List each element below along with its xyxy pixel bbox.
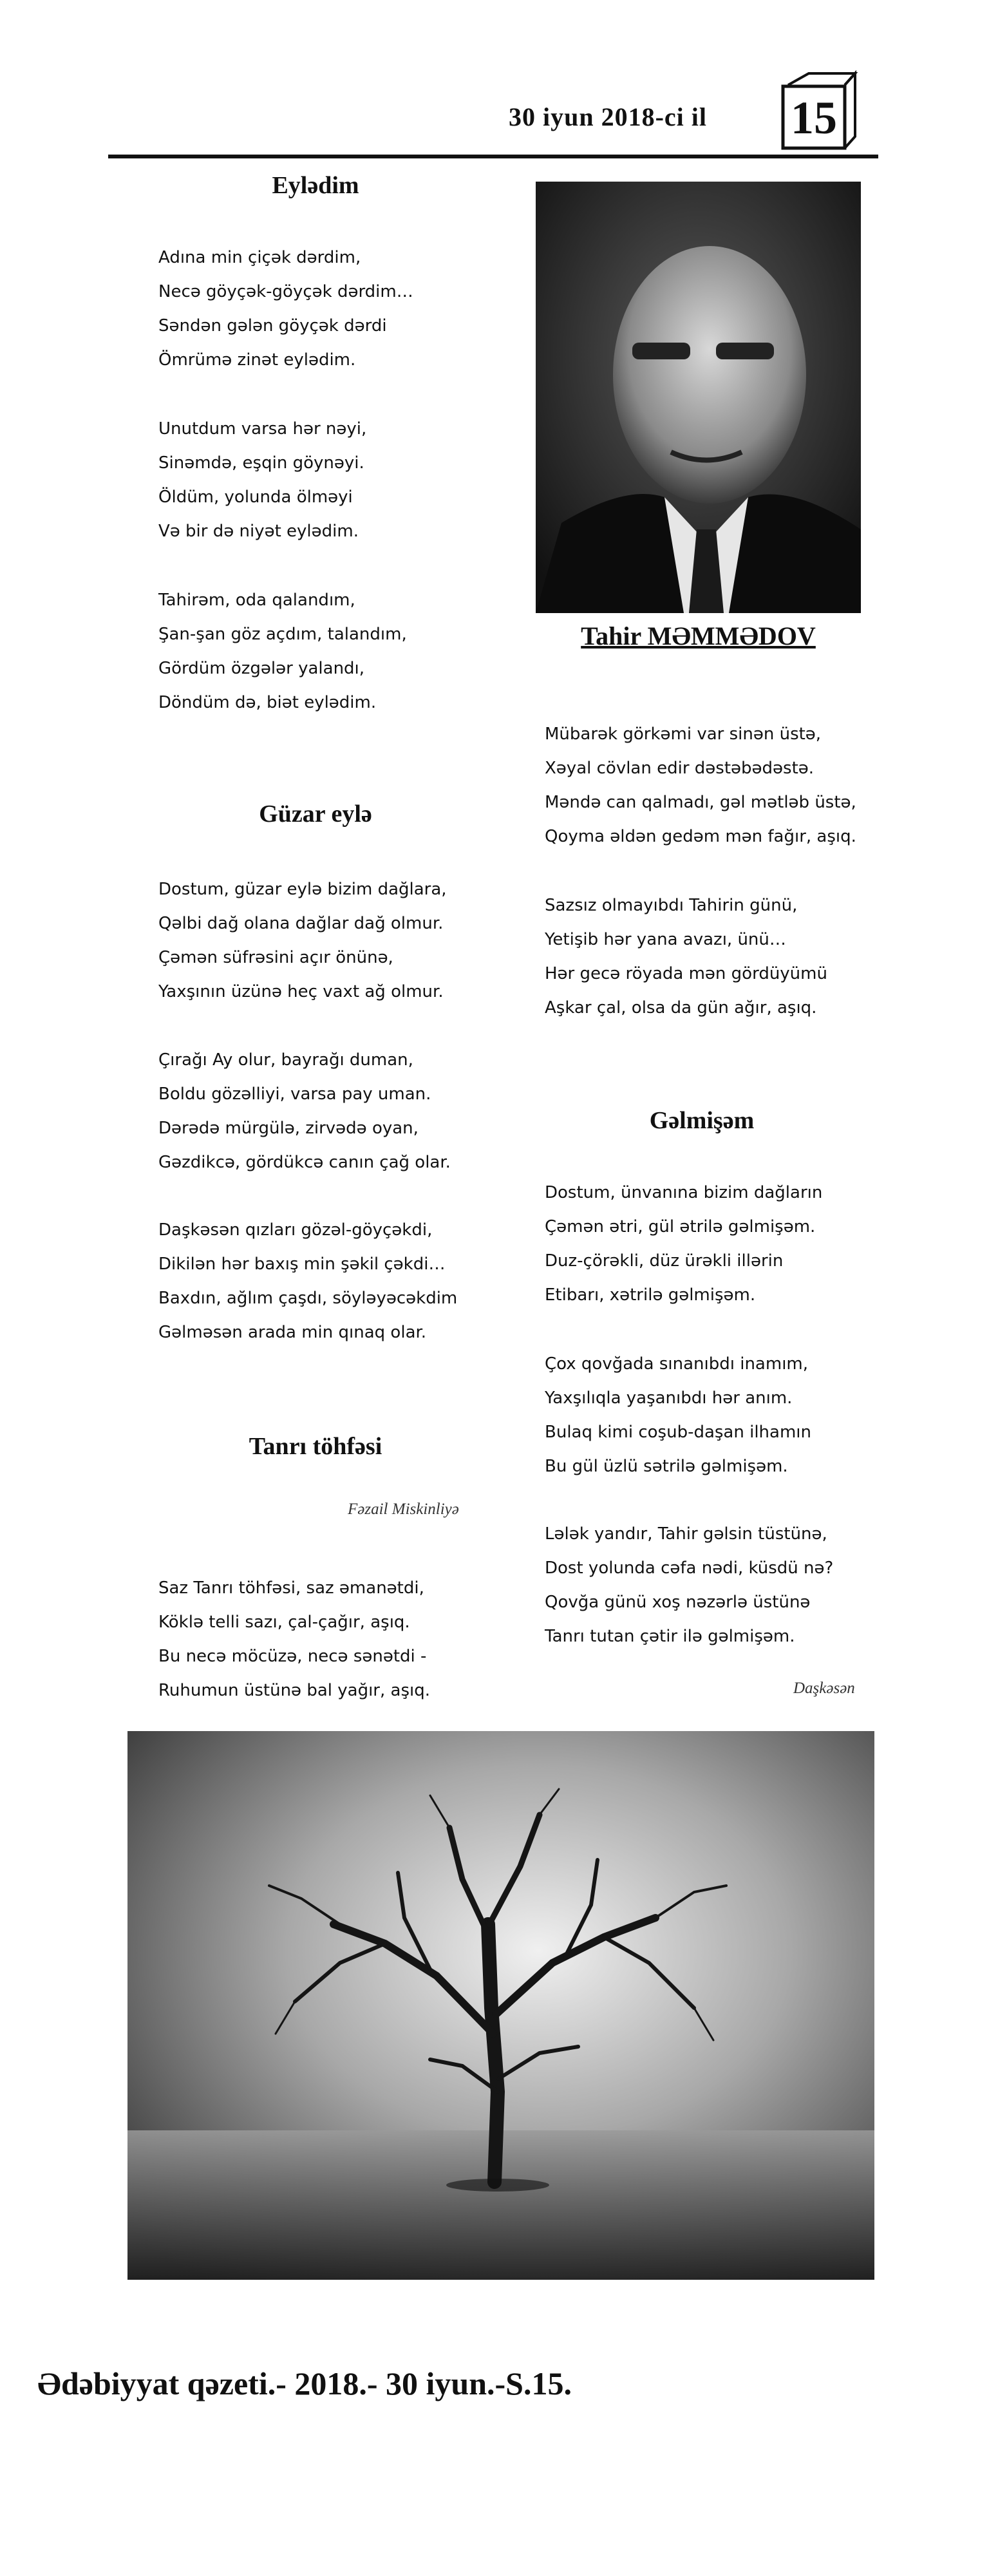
poem-line: Sazsız olmayıbdı Tahirin günü, <box>545 896 798 915</box>
poem-line: Ömrümə zinət eylədim. <box>158 350 356 370</box>
poem-line: Səndən gələn göyçək dərdi <box>158 316 387 336</box>
poem1-stanza-3 <box>158 583 407 720</box>
poem3-stanza-3 <box>545 889 827 1025</box>
poem-line: Gördüm özgələr yalandı, <box>158 659 365 678</box>
author-name: Tahir MƏMMƏDOV <box>581 621 816 650</box>
poem-line: Dikilən hər baxış min şəkil çəkdi… <box>158 1255 446 1274</box>
poem-line: Adına min çiçək dərdim, <box>158 248 361 267</box>
poem-line: Sinəmdə, eşqin göynəyi. <box>158 453 364 473</box>
poem-line: Duz-çörəkli, düz ürəkli illərin <box>545 1251 784 1271</box>
poem-line: Çəmən ətri, gül ətrilə gəlmişəm. <box>545 1217 816 1236</box>
poem-line: Çırağı Ay olur, bayrağı duman, <box>158 1050 413 1070</box>
poem-line: Mübarək görkəmi var sinən üstə, <box>545 724 822 744</box>
poem-line: Şan-şan göz açdım, talandım, <box>158 625 407 644</box>
poem-line: Saz Tanrı töhfəsi, saz əmanətdi, <box>158 1578 424 1598</box>
poem-line: Qovğa günü xoş nəzərlə üstünə <box>545 1593 811 1612</box>
poem-line: Hər gecə röyada mən gördüyümü <box>545 964 827 983</box>
poem2-stanza-2 <box>158 1043 451 1180</box>
poem-line: Necə göyçək-göyçək dərdim… <box>158 282 413 301</box>
poem-line: Dost yolunda cəfa nədi, küsdü nə? <box>545 1558 834 1578</box>
poem-line: Tanrı tutan çətir ilə gəlmişəm. <box>545 1627 795 1646</box>
poem-title-eyledim: Eylədim <box>272 172 359 199</box>
poem-line: Ruhumun üstünə bal yağır, aşıq. <box>158 1681 430 1700</box>
poem4-stanza-3 <box>545 1517 833 1654</box>
poem-line: Lələk yandır, Tahir gəlsin tüstünə, <box>545 1524 827 1544</box>
poem4-stanza-2 <box>545 1347 811 1484</box>
poem3-stanza-1 <box>158 1571 430 1708</box>
poem3-stanza-2 <box>545 717 856 854</box>
author-portrait-image <box>536 182 861 613</box>
poem-line: Qəlbi dağ olana dağlar dağ olmur. <box>158 914 444 933</box>
poem-line: Yaxşının üzünə heç vaxt ağ olmur. <box>158 982 444 1001</box>
poem-title-tanri-tohfesi: Tanrı töhfəsi <box>249 1433 382 1460</box>
poem-line: Baxdın, ağlım çaşdı, söyləyəcəkdim <box>158 1289 458 1308</box>
page-number: 15 <box>791 92 837 144</box>
poem-line: Boldu gözəlliyi, varsa pay uman. <box>158 1084 431 1104</box>
poem4-stanza-1 <box>545 1176 822 1312</box>
poem-line: Qoyma əldən gedəm mən fağır, aşıq. <box>545 827 856 846</box>
poem-line: Məndə can qalmadı, gəl mətləb üstə, <box>545 793 856 812</box>
poem-line: Çox qovğada sınanıbdı inamım, <box>545 1354 809 1374</box>
poem-line: Tahirəm, oda qalandım, <box>158 591 355 610</box>
poem-line: Gəlməsən arada min qınaq olar. <box>158 1323 427 1342</box>
page-number-box <box>780 70 858 152</box>
poem-title-gelmisem: Gəlmişəm <box>649 1107 755 1134</box>
poem-line: Dərədə mürgülə, zirvədə oyan, <box>158 1119 419 1138</box>
poem1-stanza-1 <box>158 241 413 377</box>
poem2-stanza-1 <box>158 873 447 1009</box>
poem-line: Daşkəsən qızları gözəl-göyçəkdi, <box>158 1220 433 1240</box>
poem-line: Bu necə möcüzə, necə sənətdi - <box>158 1647 427 1666</box>
poem-line: Köklə telli sazı, çal-çağır, aşıq. <box>158 1613 410 1632</box>
poem-line: Dostum, ünvanına bizim dağların <box>545 1183 823 1202</box>
poem-line: Öldüm, yolunda ölməyi <box>158 488 353 507</box>
header-rule <box>108 155 878 158</box>
poem-line: Yetişib hər yana avazı, ünü… <box>545 930 786 949</box>
poem-line: Dostum, güzar eylə bizim dağlara, <box>158 880 447 899</box>
poem-line: Xəyal cövlan edir dəstəbədəstə. <box>545 759 815 778</box>
bare-tree-image <box>127 1731 874 2280</box>
poem-line: Yaxşılıqla yaşanıbdı hər anım. <box>545 1388 793 1408</box>
poem-dedication: Fəzail Miskinliyə <box>348 1501 459 1518</box>
poem-place: Daşkəsən <box>793 1680 855 1697</box>
poem-line: Bulaq kimi coşub-daşan ilhamın <box>545 1423 811 1442</box>
poem-line: Gəzdikcə, gördükcə canın çağ olar. <box>158 1153 451 1172</box>
poem-line: Unutdum varsa hər nəyi, <box>158 419 367 439</box>
poem2-stanza-3 <box>158 1213 457 1350</box>
poem-line: Bu gül üzlü sətrilə gəlmişəm. <box>545 1457 788 1476</box>
poem-line: Etibarı, xətrilə gəlmişəm. <box>545 1285 756 1305</box>
author-photo <box>536 182 861 613</box>
poem-title-guzar-eyle: Güzar eylə <box>259 800 372 828</box>
poem1-stanza-2 <box>158 412 366 549</box>
source-citation: Ədəbiyyat qəzeti.- 2018.- 30 iyun.-S.15. <box>37 2365 572 2401</box>
poem-line: Çəmən süfrəsini açır önünə, <box>158 948 393 967</box>
issue-date: 30 iyun 2018-ci il <box>509 102 708 131</box>
poem-line: Döndüm də, biət eylədim. <box>158 693 377 712</box>
tree-photo <box>127 1731 874 2280</box>
poem-line: Aşkar çal, olsa da gün ağır, aşıq. <box>545 998 817 1018</box>
poem-line: Və bir də niyət eylədim. <box>158 522 359 541</box>
